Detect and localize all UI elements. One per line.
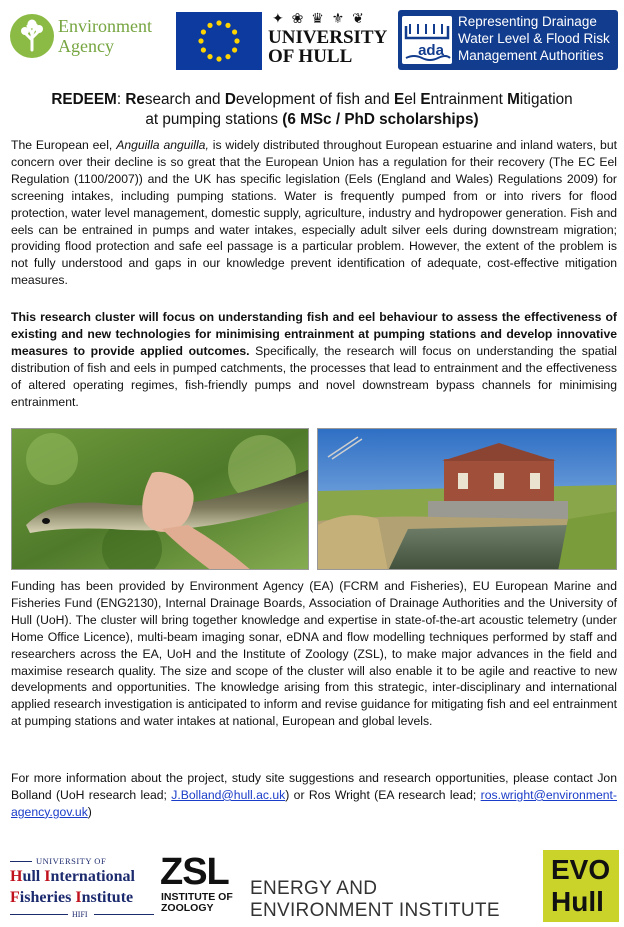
title-acronym: REDEEM [51, 91, 117, 108]
evo-line2: Hull [551, 886, 604, 917]
contact-text: ) or Ros Wright (EA research lead; [285, 787, 481, 802]
title-part: D [224, 91, 236, 108]
hifi-letter: F [10, 889, 20, 906]
zsl-line2: ZOOLOGY [161, 902, 214, 914]
research-focus-text: Specifically, the research will focus on understanding the spatial distribution of fish and eels in pumped catchments, the processes that lead to entrainment and the effectiveness of altered operating regimes, fish-friendly pumps and novel downstream bypass channels for minimising entrainment. [11, 343, 617, 409]
ada-line3: Management Authorities [458, 48, 604, 63]
contact-text: For more information about the project, study site suggestions and research opportunities, please contact Jon Bolland (UoH research lead; [11, 771, 617, 802]
pumping-station-photo [317, 428, 617, 570]
ada-badge-text: ada [418, 42, 444, 59]
evo-line1: EVO [551, 854, 611, 885]
title-line2 [10, 110, 614, 130]
eei-line1: ENERGY AND [250, 878, 378, 899]
title-part: M [507, 91, 520, 108]
ea-text-line2: Agency [58, 36, 114, 56]
hifi-word: ull [22, 868, 45, 885]
para1-text: The European eel, [11, 138, 117, 152]
hifi-top-text: UNIVERSITY OF [36, 856, 107, 866]
zsl-logo [160, 851, 242, 920]
hifi-line2 [10, 889, 133, 907]
eu-stars-icon [176, 12, 262, 70]
hifi-letter: I [44, 868, 51, 885]
title-part: itigation [519, 91, 573, 108]
research-focus-paragraph [11, 309, 617, 410]
hifi-letter: I [75, 889, 82, 906]
hifi-letter: H [10, 868, 23, 885]
title-line1 [10, 90, 614, 110]
energy-environment-institute-logo [250, 878, 540, 922]
para1-text: is widely distributed throughout European estuarine and inland waters, but concern over their decline is so great that the European Union has a regulation for their recovery (The EC Eel Regulation (1100/2007)) and the UK has specific legislation (Eels (England and Wales) Regulations 2009) for screening intakes, including pumping stations. Water is frequently pumped from or into rivers for flood protection, water level management, domestic supply, agriculture, industry and hydropower generation. Fish and eels can be entrained in pumps and water intakes, especially adult silver eels during downstream migration; providing flood protection and safe eel passage is a particular problem. However, the extent of the problem is not fully understood and gaps in our knowledge prevent identification of adequate, cost-effective mitigation measures. [11, 138, 617, 288]
zsl-line1: INSTITUTE OF [161, 891, 233, 903]
eel-photo [11, 428, 309, 570]
hifi-bottom-text: HIFI [72, 910, 88, 919]
hifi-logo [10, 856, 156, 920]
university-of-hull-logo [268, 8, 394, 74]
title-part: ntrainment [430, 91, 508, 108]
funding-paragraph: Funding has been provided by Environment Agency (EA) (FCRM and Fisheries), EU European Marine and Fisheries Fund (ENG2130), Internal Drainage Boards, Association of Drainage Authorities and the University of Hull (UoH). The cluster will bring together knowledge and expertise in state-of-the-art acoustic telemetry (under Home Office Licence), multi-beam imaging sonar, eDNA and flow modelling techniques performed by staff and researchers across the EA, UoH and the Institute of Zoology (ZSL), to make major advances in the field and maximise research quality. The size and scope of the cluster will also enable it to be agile and reactive to new developments and opportunities. The knowledge arising from this strategic, inter-disciplinary and international applied research investigation is anticipated to inform and revise guidance for mitigating fish and eel entrainment at pumping stations and water intakes at national, European and global levels. [11, 579, 617, 729]
hull-line2: OF HULL [268, 46, 353, 67]
title-scholarships: (6 MSc / PhD scholarships) [282, 111, 479, 128]
title-part: : [116, 91, 126, 108]
environment-agency-logo [10, 14, 170, 66]
title-part: evelopment of fish and [235, 91, 395, 108]
page-title [10, 90, 614, 130]
title-part: el [404, 91, 421, 108]
title-part: search and [144, 91, 225, 108]
hifi-rule [10, 914, 68, 915]
zsl-letters: ZSL [160, 851, 229, 893]
hifi-rule [10, 861, 32, 862]
email-link-wright[interactable]: ros.wright@environment-agency.gov.uk [11, 787, 617, 819]
ea-text-line1: Environment [58, 16, 152, 36]
ada-badge [402, 16, 452, 64]
ada-logo [398, 10, 618, 70]
title-part: at pumping stations [145, 111, 283, 128]
eei-line2: ENVIRONMENT INSTITUTE [250, 900, 500, 921]
contact-text: ) [87, 804, 92, 819]
title-part: E [420, 91, 431, 108]
intro-paragraph [11, 137, 617, 289]
title-part: E [394, 91, 405, 108]
footer-logos [0, 844, 624, 924]
title-part: Re [125, 91, 145, 108]
research-focus-bold: This research cluster will focus on understanding fish and eel behaviour to assess the effectiveness of existing and new technologies for minimising entrainment at pumping stations and develop innovative measures to provide applied outcomes. [11, 310, 617, 358]
header-logos [0, 0, 624, 82]
ada-line1: Representing Drainage [458, 14, 597, 29]
email-link-bolland[interactable]: J.Bolland@hull.ac.uk [171, 787, 286, 802]
hifi-line1 [10, 868, 135, 886]
ea-tree-icon [10, 14, 54, 58]
hifi-word: isheries [19, 889, 76, 906]
hifi-rule [94, 914, 154, 915]
species-name: Anguilla anguilla, [116, 138, 209, 152]
eu-flag-logo [176, 12, 262, 70]
hull-crest-icon: ✦ ❀ ♛ ⚜ ❦ [272, 10, 366, 26]
hull-line1: UNIVERSITY [268, 27, 388, 48]
ada-line2: Water Level & Flood Risk [458, 31, 610, 46]
contact-paragraph [11, 770, 617, 821]
hifi-word: nternational [50, 868, 135, 885]
evo-hull-logo [543, 850, 619, 922]
hifi-word: nstitute [81, 889, 134, 906]
